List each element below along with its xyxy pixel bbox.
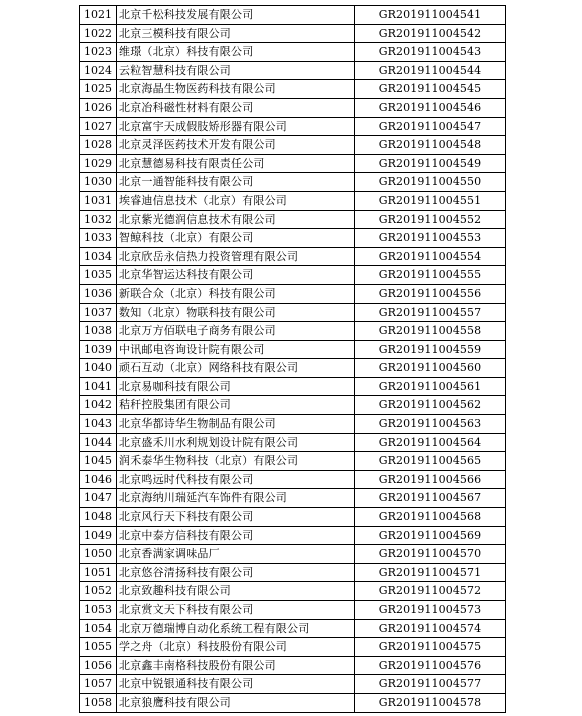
certificate-number: GR201911004545 <box>355 80 506 98</box>
row-number: 1058 <box>80 694 117 712</box>
row-number: 1041 <box>80 378 117 396</box>
certificate-number: GR201911004565 <box>355 452 506 470</box>
table-row <box>80 99 506 118</box>
certificate-number: GR201911004554 <box>355 248 506 266</box>
company-name: 北京赏文天下科技有限公司 <box>117 601 355 619</box>
company-name: 北京鑫丰南格科技股份有限公司 <box>117 657 355 675</box>
table-row <box>80 304 506 323</box>
table-row <box>80 415 506 434</box>
company-name: 北京慧德易科技有限责任公司 <box>117 155 355 173</box>
company-name: 北京易咖科技有限公司 <box>117 378 355 396</box>
row-number: 1034 <box>80 248 117 266</box>
row-number: 1029 <box>80 155 117 173</box>
certificate-number: GR201911004578 <box>355 694 506 712</box>
certificate-number: GR201911004573 <box>355 601 506 619</box>
table-row <box>80 173 506 192</box>
table-row <box>80 62 506 81</box>
company-name: 北京华都诗华生物制品有限公司 <box>117 415 355 433</box>
row-number: 1037 <box>80 304 117 322</box>
row-number: 1055 <box>80 638 117 656</box>
row-number: 1049 <box>80 527 117 545</box>
row-number: 1054 <box>80 620 117 638</box>
company-name: 北京灵泽医药技术开发有限公司 <box>117 136 355 154</box>
row-number: 1023 <box>80 43 117 61</box>
row-number: 1024 <box>80 62 117 80</box>
row-number: 1048 <box>80 508 117 526</box>
row-number: 1031 <box>80 192 117 210</box>
row-number: 1033 <box>80 229 117 247</box>
table-row <box>80 248 506 267</box>
company-name: 北京千松科技发展有限公司 <box>117 6 355 24</box>
row-number: 1042 <box>80 396 117 414</box>
row-number: 1035 <box>80 266 117 284</box>
row-number: 1044 <box>80 434 117 452</box>
table-row <box>80 136 506 155</box>
table-row <box>80 229 506 248</box>
table-row <box>80 564 506 583</box>
company-name: 北京狼鹰科技有限公司 <box>117 694 355 712</box>
company-name: 北京致趣科技有限公司 <box>117 582 355 600</box>
table-row <box>80 471 506 490</box>
certificate-number: GR201911004572 <box>355 582 506 600</box>
company-name: 北京悠谷清扬科技有限公司 <box>117 564 355 582</box>
table-row <box>80 638 506 657</box>
row-number: 1056 <box>80 657 117 675</box>
table-row <box>80 155 506 174</box>
company-name: 北京冶科磁性材料有限公司 <box>117 99 355 117</box>
certificate-number: GR201911004549 <box>355 155 506 173</box>
table-row <box>80 80 506 99</box>
company-name: 顽石互动（北京）网络科技有限公司 <box>117 359 355 377</box>
table-row <box>80 322 506 341</box>
company-name: 智鲸科技（北京）有限公司 <box>117 229 355 247</box>
company-name: 北京中锐银通科技有限公司 <box>117 675 355 693</box>
table-row <box>80 25 506 44</box>
company-name: 北京盛禾川水利规划设计院有限公司 <box>117 434 355 452</box>
table-row <box>80 341 506 360</box>
table-row <box>80 43 506 62</box>
row-number: 1021 <box>80 6 117 24</box>
company-name: 北京海晶生物医药科技有限公司 <box>117 80 355 98</box>
certificate-number: GR201911004571 <box>355 564 506 582</box>
table-row <box>80 527 506 546</box>
company-name: 埃睿迪信息技术（北京）有限公司 <box>117 192 355 210</box>
company-name: 北京三模科技有限公司 <box>117 25 355 43</box>
row-number: 1053 <box>80 601 117 619</box>
company-name: 北京风行天下科技有限公司 <box>117 508 355 526</box>
company-name: 学之舟（北京）科技股份有限公司 <box>117 638 355 656</box>
certificate-number: GR201911004551 <box>355 192 506 210</box>
certificate-number: GR201911004544 <box>355 62 506 80</box>
certificate-number: GR201911004574 <box>355 620 506 638</box>
row-number: 1050 <box>80 545 117 563</box>
company-name: 北京万方佰联电子商务有限公司 <box>117 322 355 340</box>
row-number: 1046 <box>80 471 117 489</box>
certificate-number: GR201911004552 <box>355 211 506 229</box>
table-row <box>80 620 506 639</box>
company-name: 维璟（北京）科技有限公司 <box>117 43 355 61</box>
row-number: 1057 <box>80 675 117 693</box>
certificate-number: GR201911004577 <box>355 675 506 693</box>
company-name: 秸秆控股集团有限公司 <box>117 396 355 414</box>
table-row <box>80 452 506 471</box>
row-number: 1045 <box>80 452 117 470</box>
row-number: 1043 <box>80 415 117 433</box>
certificate-number: GR201911004566 <box>355 471 506 489</box>
table-row <box>80 266 506 285</box>
table-row <box>80 434 506 453</box>
table-row <box>80 657 506 676</box>
certificate-number: GR201911004555 <box>355 266 506 284</box>
row-number: 1038 <box>80 322 117 340</box>
company-name: 云粒智慧科技有限公司 <box>117 62 355 80</box>
certificate-number: GR201911004550 <box>355 173 506 191</box>
table-row <box>80 378 506 397</box>
certificate-number: GR201911004553 <box>355 229 506 247</box>
company-name: 北京一通智能科技有限公司 <box>117 173 355 191</box>
row-number: 1030 <box>80 173 117 191</box>
table-row <box>80 118 506 137</box>
certificate-number: GR201911004564 <box>355 434 506 452</box>
row-number: 1040 <box>80 359 117 377</box>
certificate-number: GR201911004556 <box>355 285 506 303</box>
row-number: 1026 <box>80 99 117 117</box>
company-name: 北京欣岳永信热力投资管理有限公司 <box>117 248 355 266</box>
table-row <box>80 508 506 527</box>
company-name: 北京华智运达科技有限公司 <box>117 266 355 284</box>
company-name: 北京鸣远时代科技有限公司 <box>117 471 355 489</box>
certificate-number: GR201911004548 <box>355 136 506 154</box>
certificate-number: GR201911004561 <box>355 378 506 396</box>
company-table <box>79 5 506 713</box>
certificate-number: GR201911004570 <box>355 545 506 563</box>
table-row <box>80 601 506 620</box>
table-row <box>80 489 506 508</box>
certificate-number: GR201911004557 <box>355 304 506 322</box>
certificate-number: GR201911004541 <box>355 6 506 24</box>
table-row <box>80 285 506 304</box>
certificate-number: GR201911004558 <box>355 322 506 340</box>
table-row <box>80 359 506 378</box>
table-row <box>80 694 506 713</box>
row-number: 1022 <box>80 25 117 43</box>
certificate-number: GR201911004559 <box>355 341 506 359</box>
company-name: 数知（北京）物联科技有限公司 <box>117 304 355 322</box>
certificate-number: GR201911004547 <box>355 118 506 136</box>
certificate-number: GR201911004543 <box>355 43 506 61</box>
row-number: 1032 <box>80 211 117 229</box>
row-number: 1051 <box>80 564 117 582</box>
company-name: 北京香满家调味品厂 <box>117 545 355 563</box>
row-number: 1028 <box>80 136 117 154</box>
company-name: 北京万德瑞博自动化系统工程有限公司 <box>117 620 355 638</box>
row-number: 1036 <box>80 285 117 303</box>
row-number: 1052 <box>80 582 117 600</box>
company-name: 北京富宇天成假肢矫形器有限公司 <box>117 118 355 136</box>
certificate-number: GR201911004542 <box>355 25 506 43</box>
table-row <box>80 211 506 230</box>
company-name: 北京海纳川瑞延汽车饰件有限公司 <box>117 489 355 507</box>
certificate-number: GR201911004569 <box>355 527 506 545</box>
company-name: 润禾泰华生物科技（北京）有限公司 <box>117 452 355 470</box>
row-number: 1047 <box>80 489 117 507</box>
table-row <box>80 582 506 601</box>
certificate-number: GR201911004546 <box>355 99 506 117</box>
table-row <box>80 675 506 694</box>
table-row <box>80 396 506 415</box>
certificate-number: GR201911004560 <box>355 359 506 377</box>
company-name: 新联合众（北京）科技有限公司 <box>117 285 355 303</box>
certificate-number: GR201911004563 <box>355 415 506 433</box>
company-name: 北京中泰方信科技有限公司 <box>117 527 355 545</box>
company-name: 北京紫光德润信息技术有限公司 <box>117 211 355 229</box>
company-name: 中讯邮电咨询设计院有限公司 <box>117 341 355 359</box>
row-number: 1027 <box>80 118 117 136</box>
certificate-number: GR201911004562 <box>355 396 506 414</box>
row-number: 1039 <box>80 341 117 359</box>
certificate-number: GR201911004575 <box>355 638 506 656</box>
row-number: 1025 <box>80 80 117 98</box>
certificate-number: GR201911004576 <box>355 657 506 675</box>
certificate-number: GR201911004568 <box>355 508 506 526</box>
table-row <box>80 192 506 211</box>
table-row <box>80 6 506 25</box>
certificate-number: GR201911004567 <box>355 489 506 507</box>
table-row <box>80 545 506 564</box>
